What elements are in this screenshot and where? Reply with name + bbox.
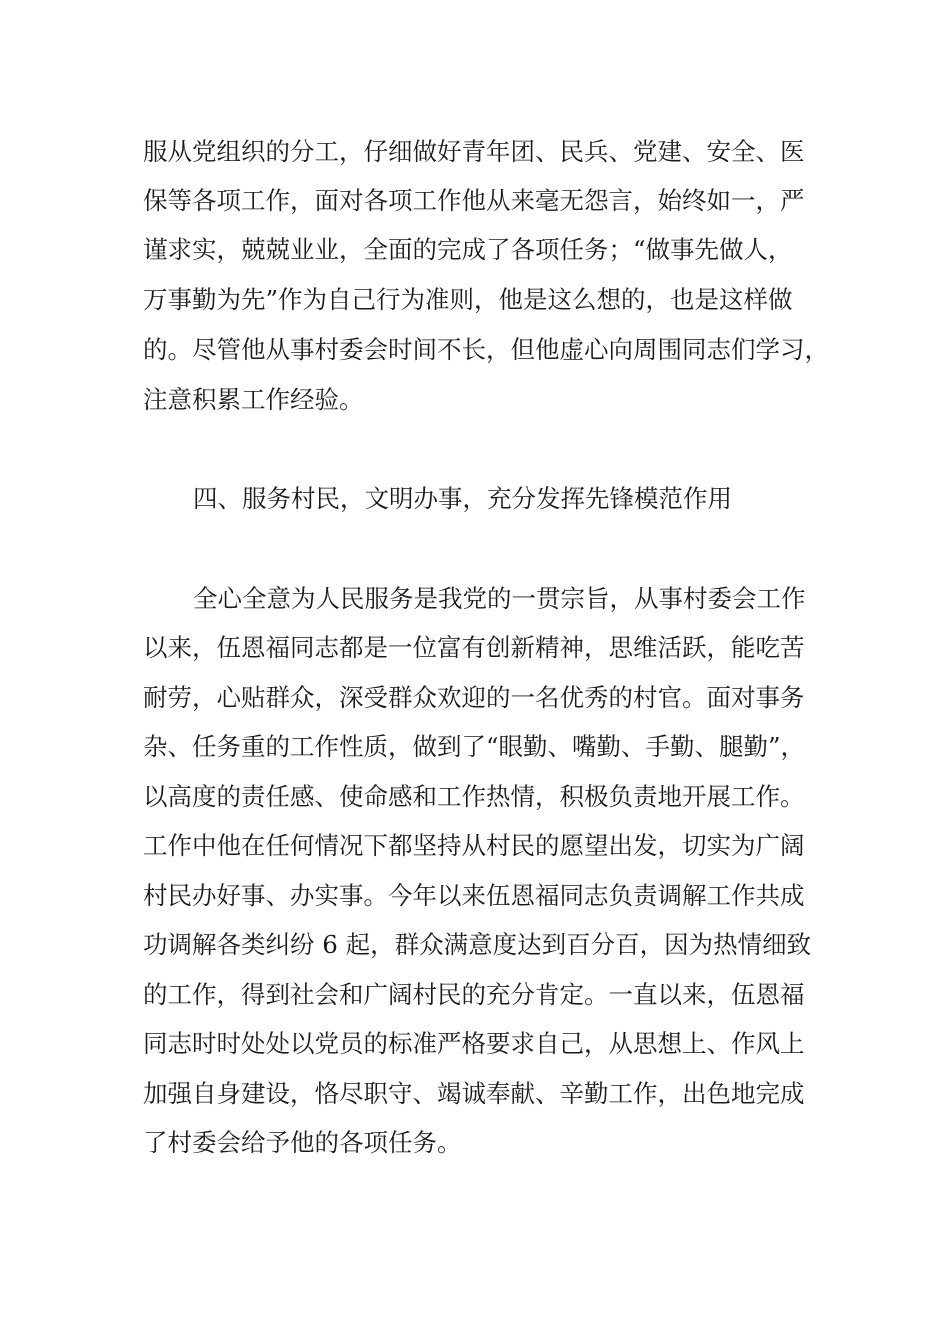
- text-line: 耐劳，心贴群众，深受群众欢迎的一名优秀的村官。面对事务: [143, 683, 805, 712]
- text-line: 村民办好事、办实事。今年以来伍恩福同志负责调解工作共成: [143, 881, 805, 910]
- section-heading: 四、服务村民，文明办事，充分发挥先锋模范作用: [193, 484, 732, 513]
- text-line: 保等各项工作，面对各项工作他从来毫无怨言，始终如一，严: [143, 186, 805, 215]
- text-line: 杂、任务重的工作性质，做到了“眼勤、嘴勤、手勤、腿勤”，: [143, 732, 806, 761]
- text-line: 的工作，得到社会和广阔村民的充分肯定。一直以来，伍恩福: [143, 980, 805, 1009]
- text-line: 加强自身建设，恪尽职守、竭诚奉献、辛勤工作，出色地完成: [143, 1079, 805, 1108]
- text-line: 万事勤为先”作为自己行为准则，他是这么想的，也是这样做: [143, 285, 793, 314]
- text-line: 同志时时处处以党员的标准严格要求自己，从思想上、作风上: [143, 1029, 805, 1058]
- text-line: 工作中他在任何情况下都坚持从村民的愿望出发，切实为广阔: [143, 831, 805, 860]
- text-line: 全心全意为人民服务是我党的一贯宗旨，从事村委会工作: [193, 584, 806, 613]
- text-line: 以来，伍恩福同志都是一位富有创新精神，思维活跃，能吃苦: [143, 633, 805, 662]
- text-line: 了村委会给予他的各项任务。: [143, 1128, 462, 1157]
- text-line: 以高度的责任感、使命感和工作热情，积极负责地开展工作。: [143, 782, 805, 811]
- text-line: 的。尽管他从事村委会时间不长，但他虚心向周围同志们学习，: [143, 335, 829, 364]
- text-line: 服从党组织的分工，仔细做好青年团、民兵、党建、安全、医: [143, 137, 805, 166]
- text-line: 功调解各类纠纷 6 起，群众满意度达到百分百，因为热情细致: [143, 930, 812, 959]
- text-line: 注意积累工作经验。: [143, 385, 364, 414]
- text-line: 谨求实，兢兢业业，全面的完成了各项任务；“做事先做人，: [143, 235, 793, 264]
